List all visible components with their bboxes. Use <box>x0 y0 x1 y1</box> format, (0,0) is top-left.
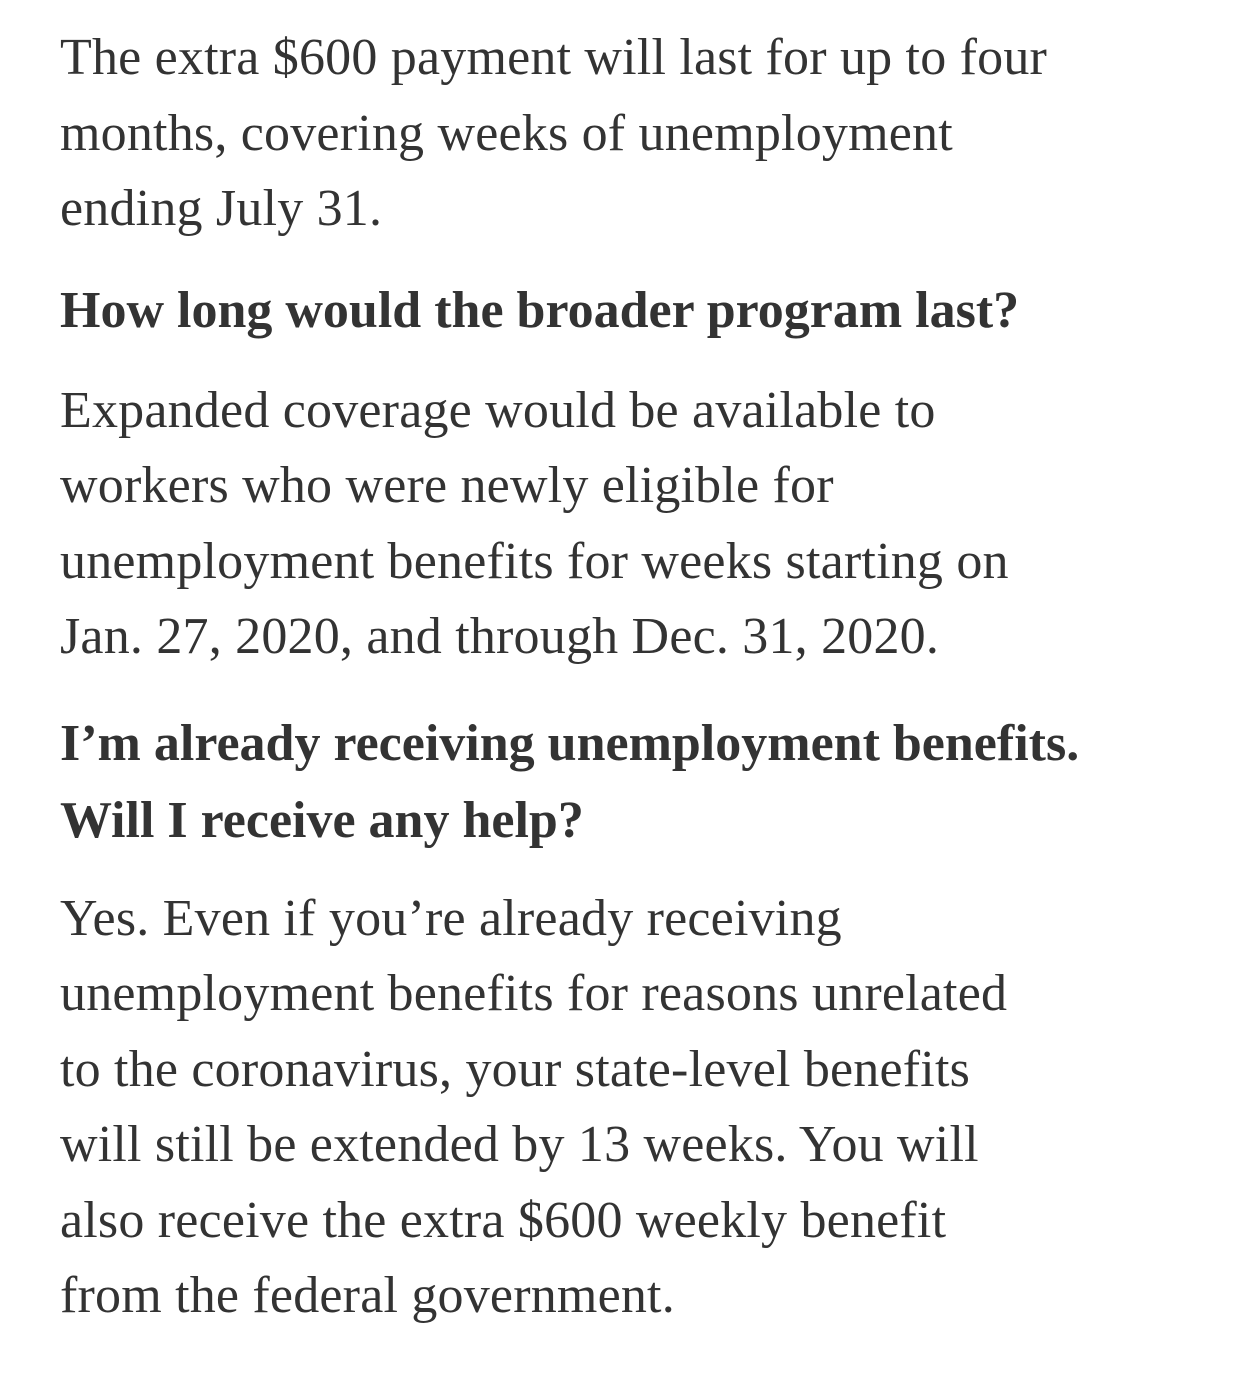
heading-already-receiving-benefits <box>60 705 1190 859</box>
text-line: ending July 31. <box>60 180 383 237</box>
text-line: Yes. Even if you’re already receiving <box>60 889 842 947</box>
heading-program-duration <box>60 272 1190 349</box>
text-line: Expanded coverage would be available to <box>60 381 936 439</box>
text-line: Jan. 27, 2020, and through Dec. 31, 2020. <box>60 608 940 665</box>
paragraph-existing-recipients-answer <box>60 881 1190 1334</box>
text-line: also receive the extra $600 weekly benefit <box>60 1191 947 1249</box>
text-line: workers who were newly eligible for <box>60 457 834 514</box>
text-line: to the coronavirus, your state-level benefits <box>60 1040 971 1098</box>
paragraph-expanded-coverage <box>60 373 1190 675</box>
text-line: unemployment benefits for weeks starting on <box>60 532 1009 590</box>
article-body <box>60 20 1190 1334</box>
text-line: The extra $600 payment will last for up to four <box>60 29 1048 86</box>
text-line: will still be extended by 13 weeks. You will <box>60 1116 979 1173</box>
heading-line: How long would the broader program last? <box>60 281 1020 339</box>
heading-line: Will I receive any help? <box>60 791 584 849</box>
text-line: months, covering weeks of unemployment <box>60 104 953 162</box>
text-line: unemployment benefits for reasons unrelated <box>60 965 1008 1022</box>
text-line: from the federal government. <box>60 1267 675 1324</box>
paragraph-extra-payment-duration <box>60 20 1190 247</box>
heading-line: I’m already receiving unemployment benefits. <box>60 714 1080 772</box>
